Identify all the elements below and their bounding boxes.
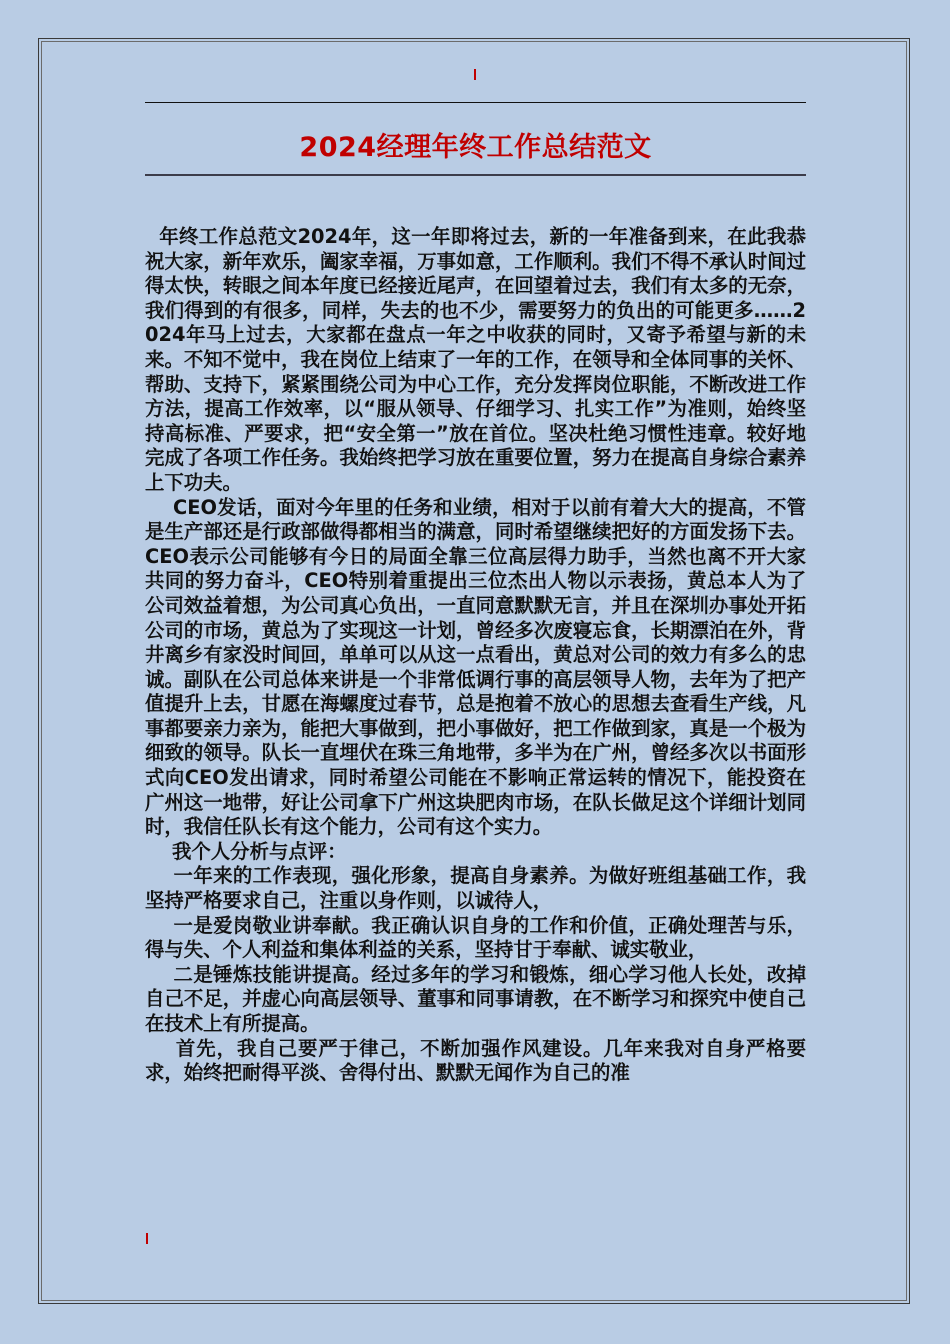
paragraph: CEO发话，面对今年里的任务和业绩，相对于以前有着大大的提高，不管是生产部还是行政部做得都相当的满意，同时希望继续把好的方面发扬下去。CEO表示公司能够有今日的局面全靠三位高层得力助手，当然也离不开大家共同的努力奋斗，CEO特别着重提出三位杰出人物以示表扬，黄总本人为了公司效益着想，为公司真心负出，一直同意默默无言，并且在深圳办事处开拓公司的市场，黄总为了实现这一计划，曾经多次废寝忘食，长期漂泊在外，背井离乡有家没时间回，单单可以从这一点看出，黄总对公司的效力有多么的忠诚。副队在公司总体来讲是一个非常低调行事的高层领导人物，去年为了把产值提升上去，甘愿在海螺度过春节，总是抱着不放心的思想去查看生产线，凡事都要亲力亲为，能把大事做到，把小事做好，把工作做到家，真是一个极为细致的领导。队长一直埋伏在珠三角地带，多半为在广州，曾经多次以书面形式向CEO发出请求，同时希望公司能在不影响正常运转的情况下，能投资在广州这一地带，好让公司拿下广州这块肥肉市场，在队长做足这个详细计划同时，我信任队长有这个能力，公司有这个实力。 (145, 495, 806, 839)
header-rule (145, 102, 806, 103)
document-title: 2024经理年终工作总结范文 (299, 132, 652, 163)
paragraph: 年终工作总范文2024年，这一年即将过去，新的一年准备到来，在此我恭祝大家，新年欢乐，阖家幸福，万事如意，工作顺利。我们不得不承认时间过得太快，转眼之间本年度已经接近尾声，在回望着过去，我们有太多的无奈，我们得到的有很多，同样，失去的也不少，需要努力的负出的可能更多……2024年马上过去，大家都在盘点一年之中收获的同时，又寄予希望与新的未来。不知不觉中，我在岗位上结束了一年的工作，在领导和全体同事的关怀、帮助、支持下，紧紧围绕公司为中心工作，充分发挥岗位职能，不断改进工作方法，提高工作效率，以“服从领导、仔细学习、扎实工作”为准则，始终坚持高标准、严要求，把“安全第一”放在首位。坚决杜绝习惯性违章。较好地完成了各项工作任务。我始终把学习放在重要位置，努力在提高自身综合素养上下功夫。 (145, 225, 806, 494)
paragraph: 我个人分析与点评： (172, 839, 347, 863)
paragraph: 首先，我自己要严于律己，不断加强作风建设。几年来我对自身严格要求，始终把耐得平淡、舍得付出、默默无闻作为自己的准 (145, 1036, 806, 1085)
paragraph: 二是锤炼技能讲提高。经过多年的学习和锻炼，细心学习他人长处，改掉自己不足，并虚心向高层领导、董事和同事请教，在不断学习和探究中使自己在技术上有所提高。 (145, 962, 806, 1035)
title-underline (145, 174, 806, 176)
paragraph: 一是爱岗敬业讲奉献。我正确认识自身的工作和价值，正确处理苦与乐，得与失、个人利益和集体利益的关系，坚持甘于奉献、诚实敬业， (145, 913, 806, 962)
document-body (145, 225, 806, 1086)
footer-marker (146, 1233, 148, 1244)
paragraph: 一年来的工作表现，强化形象，提高自身素养。为做好班组基础工作，我坚持严格要求自己，注重以身作则，以诚待人， (145, 864, 806, 913)
header-marker (474, 69, 476, 80)
